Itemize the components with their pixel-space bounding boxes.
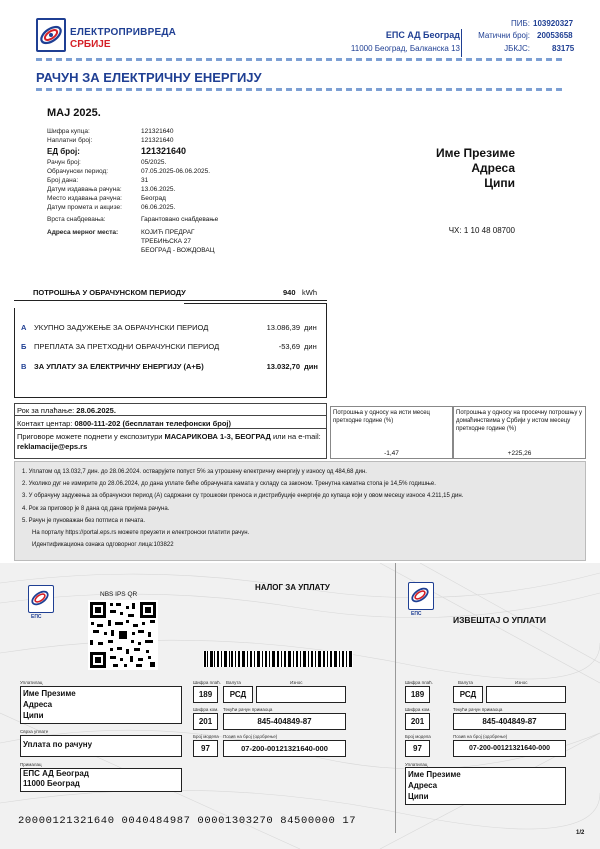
report-currency-label: Валута xyxy=(458,680,473,685)
amount-label: Износ xyxy=(290,680,303,685)
pib-label: ПИБ: xyxy=(511,19,530,28)
note-item: 4. Рок за приговор је 8 дана од дана пријема рачуна. xyxy=(22,505,170,512)
payer-name: Име Презиме xyxy=(23,689,76,698)
note-item: На порталу https://portal.eps.rs можете преузети и електронски платити рачун. xyxy=(32,530,250,537)
ch-code: ЧХ: 1 10 48 08700 xyxy=(448,226,515,235)
detail-label: Шифра купца: xyxy=(47,128,90,135)
logo-line1: ЕЛЕКТРОПРИВРЕДА xyxy=(70,27,177,38)
summary-label-v: ЗА УПЛАТУ ЗА ЕЛЕКТРИЧНУ ЕНЕРГИЈУ (А+Б) xyxy=(34,362,204,371)
detail-value: 121321640 xyxy=(141,128,174,135)
summary-unit-b: дин xyxy=(304,342,317,351)
logo-line2: СРБИЈЕ xyxy=(70,39,111,50)
jbkjs-label: ЈБКЈС: xyxy=(504,44,530,53)
detail-label: Врста снабдевања: xyxy=(47,216,106,223)
report-account-code-value[interactable]: 201 xyxy=(405,713,430,730)
detail-value: 07.05.2025-06.06.2025. xyxy=(141,168,211,175)
detail-value: 121321640 xyxy=(141,146,187,156)
comparison-value-avg: +225,26 xyxy=(507,450,532,457)
complaint-mid: или на e-mail: xyxy=(272,432,321,441)
meter-address-line1: КОЈИЋ ПРЕДРАГ xyxy=(141,229,195,236)
eps-logo-icon xyxy=(38,20,64,50)
summary-unit-a: дин xyxy=(304,323,317,332)
contact-row xyxy=(17,419,231,428)
summary-letter-b: Б xyxy=(21,342,27,351)
report-payer-name: Име Презиме xyxy=(408,770,461,779)
meter-address-line2: ТРЕБИЊСКА 27 xyxy=(141,238,191,245)
note-item: Идентификациона ознака одговорног лица:103822 xyxy=(32,542,174,549)
period-heading: МАЈ 2025. xyxy=(47,107,101,119)
slip-recipient-lines xyxy=(23,769,89,789)
complaint-email[interactable]: reklamacije@eps.rs xyxy=(17,442,88,451)
purpose-value: Уплата по рачуну xyxy=(23,740,93,749)
qr-label: NBS IPS QR xyxy=(100,591,138,598)
report-reference-label: Позив на број (одобрење) xyxy=(453,734,508,739)
jbkjs-value: 83175 xyxy=(552,44,575,53)
summary-unit-v: дин xyxy=(304,362,318,371)
detail-value: Београд xyxy=(141,195,166,202)
report-payer-city: Ципи xyxy=(408,792,429,801)
comparison-label-year: Потрошња у односу на исти месец претходне године (%) xyxy=(333,410,430,424)
detail-label: Датум промета и акцизе: xyxy=(47,204,122,211)
code-label: Шифра плаћ. xyxy=(193,680,221,685)
detail-label: ЕД број: xyxy=(47,147,80,156)
slip-recipient-name: ЕПС АД Београд xyxy=(23,769,89,778)
model-label: Број модела xyxy=(193,734,219,739)
notes-list xyxy=(22,466,582,551)
report-code-label: Шифра плаћ. xyxy=(405,680,433,685)
report-amount-box[interactable] xyxy=(486,686,566,703)
recipient-city: Ципи xyxy=(484,176,515,190)
eps-logo xyxy=(36,18,66,52)
report-code-value[interactable]: 189 xyxy=(405,686,430,703)
note-item: 5. Рачун је пуноважан без потписа и печата. xyxy=(22,517,146,524)
purpose-label: Сврха уплате xyxy=(20,729,49,734)
currency-label: Валута xyxy=(226,680,241,685)
complaint-text xyxy=(17,432,325,452)
payer-label: Уплатилац xyxy=(20,680,43,685)
detail-label: Датум издавања рачуна: xyxy=(47,186,122,193)
payer-city: Ципи xyxy=(23,711,44,720)
detail-value: 05/2025. xyxy=(141,159,167,166)
summary-letter-v: В xyxy=(21,362,27,371)
detail-value: 121321640 xyxy=(141,137,174,144)
due-date-row xyxy=(17,406,116,415)
contact-label: Контакт центар: xyxy=(17,419,73,428)
eps-logo-icon xyxy=(29,586,51,610)
payer-lines xyxy=(23,688,76,721)
detail-value: 06.06.2025. xyxy=(141,204,176,211)
report-payer-lines xyxy=(408,769,461,802)
report-logo xyxy=(408,582,434,610)
report-payer-label: Уплатилац xyxy=(405,762,428,767)
note-item: 1. Уплатом од 13.032,7 дин. до 28.06.2024. остварујете попуст 5% за утрошену електричну енергију у износу од 484,68 дин. xyxy=(22,469,367,475)
payer-address: Адреса xyxy=(23,700,53,709)
amount-box[interactable] xyxy=(256,686,346,703)
slip-title: НАЛОГ ЗА УПЛАТУ xyxy=(255,583,330,592)
summary-label-b: ПРЕПЛАТА ЗА ПРЕТХОДНИ ОБРАЧУНСКИ ПЕРИОД xyxy=(34,342,220,351)
summary-value-a: 13.086,39 xyxy=(266,323,300,332)
report-reference-value[interactable]: 07-200-00121321640-000 xyxy=(453,740,566,757)
slip-recipient-city: 11000 Београд xyxy=(23,779,80,788)
summary-value-b: -53,69 xyxy=(278,342,300,351)
report-account-label: Текући рачун примаоца xyxy=(453,707,503,712)
account-code-label: Шифра ком. xyxy=(193,707,219,712)
consumption-value: 940 xyxy=(283,288,296,297)
barcode xyxy=(203,651,353,667)
reference-label: Позив на број (одобрење) xyxy=(223,734,278,739)
slip-eps-label: ЕПС xyxy=(31,614,42,620)
detail-value: 13.06.2025. xyxy=(141,186,176,193)
summary-letter-a: А xyxy=(21,323,27,332)
report-account-code-label: Шифра ком. xyxy=(405,707,431,712)
account-label: Текући рачун примаоца xyxy=(223,707,273,712)
detail-label: Наплатни број: xyxy=(47,137,93,144)
pib-value: 103920327 xyxy=(533,19,574,28)
summary-label-a: УКУПНО ЗАДУЖЕЊЕ ЗА ОБРАЧУНСКИ ПЕРИОД xyxy=(34,323,209,332)
report-eps-label: ЕПС xyxy=(411,611,422,617)
note-item: 2. Уколико дуг не измирите до 28.06.2024, до дана уплате биће обрачуната камата у складу са законом. Тренутна каматна стопа је 14,5% годишње. xyxy=(22,481,436,488)
note-item: 3. У обрачуну задужења за обрачунски период (А) садржани су трошкови преноса и дистрибуције енергије до купаца који у овом месецу износе 4.211,15 дин. xyxy=(22,493,464,500)
detail-label: Обрачунски период: xyxy=(47,168,109,175)
account-value[interactable]: 845-404849-87 xyxy=(223,713,346,730)
meter-address-line3: БЕОГРАД - ВОЖДОВАЦ xyxy=(141,247,215,254)
mb-value: 20053658 xyxy=(537,31,573,40)
slip-recipient-label: Прималац xyxy=(20,762,42,767)
invoice-title: РАЧУН ЗА ЕЛЕКТРИЧНУ ЕНЕРГИЈУ xyxy=(36,70,262,85)
due-label: Рок за плаћање: xyxy=(17,406,75,415)
detail-label: Рачун број: xyxy=(47,159,81,166)
complaint-place: МАСАРИКОВА 1-3, БЕОГРАД xyxy=(164,432,271,441)
consumption-unit: kWh xyxy=(302,288,317,297)
company-address: 11000 Београд, Балканска 13 xyxy=(350,44,460,53)
recipient-name: Име Презиме xyxy=(435,146,515,160)
currency-value[interactable]: РСД xyxy=(223,686,253,703)
complaint-prefix: Приговоре можете поднети у експозитури xyxy=(17,432,163,441)
code-value[interactable]: 189 xyxy=(193,686,218,703)
ocr-line: 20000121321640 0040484987 00001303270 84500000 17 xyxy=(18,815,357,827)
report-model-label: Број модела xyxy=(405,734,431,739)
report-model-value[interactable]: 97 xyxy=(405,740,430,757)
summary-value-v: 13.032,70 xyxy=(266,362,300,371)
detail-value: Гарантовано снабдевање xyxy=(141,216,219,223)
mb-label: Матични број: xyxy=(478,31,530,40)
detail-value: 31 xyxy=(141,177,149,184)
contact-value: 0800-111-202 (бесплатан телефонски број) xyxy=(74,419,231,428)
slip-divider xyxy=(395,563,396,833)
account-code-value[interactable]: 201 xyxy=(193,713,218,730)
page-number: 1/2 xyxy=(576,830,585,836)
report-account-value[interactable]: 845-404849-87 xyxy=(453,713,566,730)
slip-logo xyxy=(28,585,54,613)
detail-label: Број дана: xyxy=(47,177,79,184)
model-value[interactable]: 97 xyxy=(193,740,218,757)
eps-logo-icon xyxy=(409,583,431,607)
report-payer-address: Адреса xyxy=(408,781,438,790)
reference-value[interactable]: 07-200-00121321640-000 xyxy=(223,740,346,757)
comparison-value-year: -1,47 xyxy=(384,450,399,457)
consumption-label: ПОТРОШЊА У ОБРАЧУНСКОМ ПЕРИОДУ xyxy=(33,288,186,297)
detail-label: Адреса мерног места: xyxy=(47,229,119,236)
header-stripe xyxy=(36,58,564,61)
qr-code xyxy=(88,600,158,670)
company-name: ЕПС АД Београд xyxy=(385,30,460,40)
title-stripe xyxy=(36,88,564,91)
comparison-label-avg: Потрошња у односу на просечну потрошњу у домаћинствима у Србији у истом месецу претходне године (%) xyxy=(456,410,583,432)
recipient-address: Адреса xyxy=(471,161,515,175)
report-currency-value[interactable]: РСД xyxy=(453,686,483,703)
report-amount-label: Износ xyxy=(515,680,528,685)
due-value: 28.06.2025. xyxy=(76,406,116,415)
detail-label: Место издавања рачуна: xyxy=(47,195,122,202)
report-title: ИЗВЕШТАЈ О УПЛАТИ xyxy=(453,615,547,625)
